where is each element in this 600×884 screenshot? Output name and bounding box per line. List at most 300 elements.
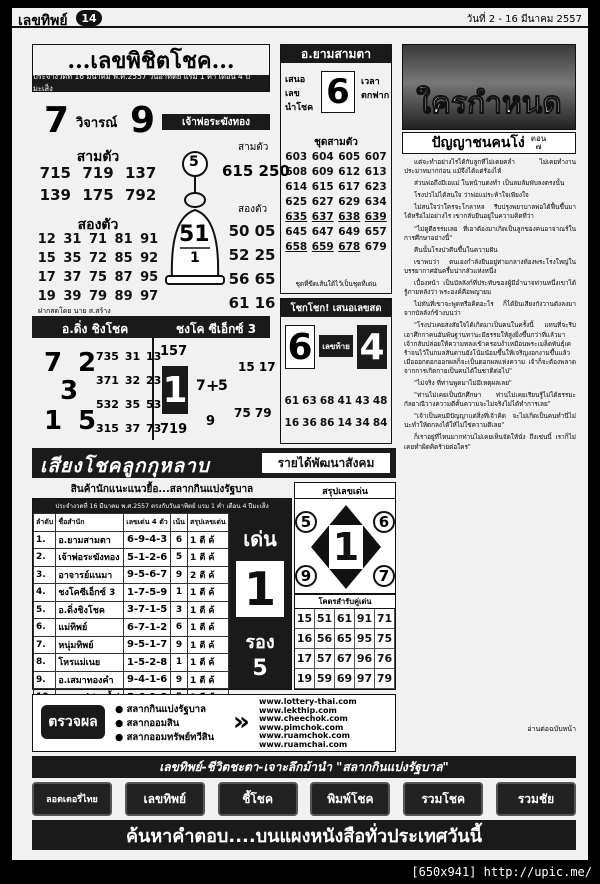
table-cell-sum: 1 ตี ค้ [188, 531, 229, 549]
six-mid-a: 7 [196, 378, 206, 394]
shrine-song-number: 61 [228, 294, 250, 312]
table-cell-focus: 9 [170, 671, 187, 689]
table-cell-no: 8. [34, 654, 56, 672]
table-row [34, 601, 229, 619]
table-cell-focus: 1 [170, 584, 187, 602]
yam-number: 649 [338, 226, 361, 238]
pair-number: 75 [375, 629, 395, 649]
pair-number: 19 [295, 669, 315, 689]
promo-tagline: ค้นหาคำตอบ....บนแผงหนังสือทั่วประเทศวันนี้ [32, 820, 576, 850]
sam-number: 715 [39, 164, 71, 182]
yam-number: 634 [364, 196, 387, 208]
six-top-left: 157 [160, 344, 188, 359]
table-cell-focus: 3 [170, 601, 187, 619]
site-link[interactable]: www.cheechok.com [259, 714, 348, 724]
table-cell-nums: 6-7-1-2 [124, 619, 171, 637]
lottery-logo: ตรวจผล [41, 705, 105, 739]
diamond-tr: 6 [373, 511, 395, 533]
table-cell-sum: 1 ตี ค้ [188, 584, 229, 602]
table-cell-no: 9. [34, 671, 56, 689]
table-cell-nums: 9-5-6-7 [124, 566, 171, 584]
promo-brand: รวมชัย [496, 782, 576, 816]
pair-number: 67 [335, 649, 355, 669]
hot-number: 86 [319, 417, 335, 429]
rong-label: รอง [245, 632, 275, 653]
song-number: 81 [114, 232, 133, 247]
table-cell-no: 2. [34, 549, 56, 567]
lottery-item-label: สลากออมสิน [126, 718, 180, 729]
six-num: 75 [234, 406, 251, 420]
table-cell-nums: 9-5-1-7 [124, 636, 171, 654]
pairs-box [294, 594, 396, 690]
pair-number: 71 [375, 609, 395, 629]
lottery-item-label: สลากกินแบ่งรัฐบาล [126, 704, 206, 715]
sam-number: 792 [125, 186, 157, 204]
song-number: 19 [37, 289, 56, 304]
table-cell-focus: 9 [170, 566, 187, 584]
site-link[interactable]: www.pimchok.com [259, 722, 344, 732]
yam-right-lines [361, 75, 389, 103]
promo-brand: รวมโชค [403, 782, 483, 816]
ching-num: 31 [124, 350, 141, 363]
story-logo [402, 44, 576, 130]
story-paragraph: ส่วนพ่อถึงมีเอแม่ ในหน้านตงทำ เป็นลมล้มพับลงตรงนั้น [414, 179, 565, 188]
pair-number: 96 [355, 649, 375, 669]
ching-row-b [96, 374, 161, 387]
song-number: 35 [63, 251, 82, 266]
table-row [34, 636, 229, 654]
watermark-bar [0, 860, 600, 884]
ching-row-a [96, 350, 161, 363]
chapter-number: ๗ [535, 142, 542, 151]
table-cell-nums: 5-1-2-6 [124, 549, 171, 567]
header-name: ชื่อสำนัก [56, 514, 124, 532]
yam-sub-label: ชุดสามตัว [314, 137, 358, 148]
yam-number: 615 [311, 181, 334, 193]
hot-title: โชกโชก! เสนอเลขสด [281, 299, 391, 317]
yam-number: 613 [364, 166, 387, 178]
story-paragraph: ไม่สนใจว่าใครจะโกลาหล รีบปรุงพยาบาลพ่อได้ฟื้นขึ้นมาได้หรือไม่อย่างไร เขากลับยืนอยู่ในความคิดที่ว่า [404, 203, 576, 221]
shrine-song-number: 65 [254, 270, 276, 288]
table-row [34, 531, 229, 549]
yam-right-line: ตกฟาก [361, 91, 390, 101]
six-mid-b: 5 [218, 378, 228, 394]
table-cell-name: โหรแม่เนย [56, 654, 124, 672]
story-paragraph: "ไม่จริง ที่ท่านพูดมาไม่มีเหตุผลเลย" [414, 378, 512, 387]
diamond-box [294, 482, 396, 594]
story-paragraph: "โรงปวเคยสงสัยใจได้เกิดมาเป็นคนในครั้งนี้ แทนที่จะรีบเอาศึกกาคนอันพ้นฐานทานะมีธรรมให้สูงยิ่งขึ้นกว่าที่แล้วมา เจ้ากลับปล่อยให้ความหลงเข้าครอบงำเหมือนพระเมล็ดพันธุ์เคร้าจนไว้ในกมลสันดานยังโน้มน้อมขึ้นให้เจริญงอกงามขึ้นแล้วเมื่อออกดอกออกผลก็จะเป็นดอกผลแห่งความ เจ้าก็จะต้องพลาดจากการเกิดกายเป็นคนได้ในชาติต่อไป" [404, 321, 576, 375]
yam-number: 605 [338, 151, 361, 163]
song-number: 15 [37, 251, 56, 266]
sam-numbers [34, 164, 162, 204]
issue-date: วันที่ 2 - 16 มีนาคม 2557 [466, 14, 582, 25]
yam-number: 639 [364, 211, 387, 223]
lucky-title-box [32, 44, 270, 92]
six-bottom-mid: 9 [206, 414, 216, 429]
song-numbers [34, 232, 162, 304]
ching-header [32, 316, 270, 338]
hot-number: 63 [302, 395, 317, 407]
song-label: สองตัว [77, 217, 119, 233]
day-left-number: 7 [44, 100, 70, 141]
day-right-number: 9 [130, 100, 156, 141]
shrine-song-number: 50 [228, 222, 250, 240]
shrine-song-number: 16 [254, 294, 276, 312]
lottery-item-label: สลากออมทรัพย์ทวีสิน [126, 732, 215, 743]
shrine-title: เจ้าพ่อระฆังทอง [162, 114, 270, 130]
site-link[interactable]: www.ruamchok.com [259, 731, 350, 741]
table-cell-sum: 1 ตี ค้ [188, 601, 229, 619]
ching-num: 32 [124, 374, 141, 387]
table-row [34, 549, 229, 567]
table-cell-nums: 6-9-4-3 [124, 531, 171, 549]
yam-number: 617 [338, 181, 361, 193]
banner-subtitle: รายได้พัฒนาสังคม [262, 453, 390, 473]
table-cell-focus: 5 [170, 549, 187, 567]
song-number: 31 [63, 232, 82, 247]
hot-number: 68 [319, 395, 335, 407]
shrine-song-label: สองตัว [238, 204, 268, 215]
ching-big-b: 2 [78, 348, 97, 378]
hot-left-number: 6 [285, 325, 315, 369]
table-cell-name: อ.ยามสามตา [56, 531, 124, 549]
song-number: 92 [140, 251, 159, 266]
six-bottom-left: 719 [160, 422, 188, 437]
table-cell-name: อ.เสมาทองคำ [56, 671, 124, 689]
summary-table [33, 513, 229, 707]
hot-right-number: 4 [357, 325, 387, 369]
yam-big-number: 6 [321, 71, 355, 113]
yam-number: 627 [311, 196, 334, 208]
lucky-subtitle: ประจำงวดที่ 16 มีนาคม พ.ศ.2557 วันอาทิตย์ แรม 1 ค่ำ เดือน 4 ปีมะเส็ง [33, 75, 269, 91]
newspaper-page [12, 8, 588, 860]
chapter-label-text: ตอน [530, 134, 547, 143]
yam-note: ชุดที่ขีดเส้นใต้ไว้เป็นชุดที่เด่น [295, 280, 377, 288]
hot-number: 61 [284, 395, 300, 407]
day-label: วิจารณ์ [76, 116, 118, 131]
yam-number: 645 [285, 226, 308, 238]
lottery-sites [259, 698, 357, 750]
pair-number: 69 [335, 669, 355, 689]
pair-number: 17 [295, 649, 315, 669]
song-number: 91 [140, 232, 159, 247]
yam-box [280, 44, 392, 294]
yam-number: 629 [338, 196, 361, 208]
song-number: 17 [37, 270, 56, 285]
diamond-title: สรุปเลขเด่น [295, 483, 395, 499]
yam-number: 608 [285, 166, 308, 178]
lottery-item: ● สลากออมสิน [115, 718, 180, 729]
diamond-bl: 9 [295, 565, 317, 587]
summary-box [32, 498, 292, 690]
sam-number: 137 [125, 164, 157, 182]
table-cell-name: เจ้าพ่อระฆังทอง [56, 549, 124, 567]
pair-number: 97 [355, 669, 375, 689]
yam-number: 625 [285, 196, 308, 208]
watermark-text: [650x941] http://upic.me/ [411, 865, 592, 879]
six-num: 79 [254, 406, 272, 420]
story-paragraph: โรงปวไม่ได้สนใจ ว่าพ่อแม่ระห้าใจเพียงใจ [414, 191, 529, 200]
sam-number: 139 [39, 186, 71, 204]
story-logo-text: ใครกำหนด [416, 85, 562, 121]
ching-big-e: 5 [78, 406, 97, 436]
ching-row-d [96, 422, 161, 435]
shrine-song-numbers [226, 222, 278, 312]
promo-brand: ลอตเตอรี่ไทย [32, 782, 112, 816]
hot-number: 41 [337, 395, 353, 407]
pair-number: 16 [295, 629, 315, 649]
pair-number: 56 [315, 629, 335, 649]
ching-num: 37 [124, 422, 141, 435]
diamond-tl: 5 [295, 511, 317, 533]
promo-brand: พิมพ์โชค [310, 782, 390, 816]
ching-num: 315 [96, 422, 119, 435]
song-number: 95 [140, 270, 159, 285]
hot-number: 84 [372, 417, 388, 429]
chapter-label [531, 135, 546, 151]
summary-rows [34, 531, 229, 706]
story-paragraph: "ไม่ดูดีธรรมเลย ที่เอาต้องมาเกิดเป็นลูกของคนอาจาณร์ในการศึกษาอย่างนี้" [404, 224, 576, 242]
yam-left-lines [285, 73, 313, 115]
lottery-items [115, 703, 214, 745]
table-row [34, 566, 229, 584]
yam-number: 657 [364, 226, 387, 238]
sam-number: 175 [82, 186, 114, 204]
pair-number: 51 [315, 609, 335, 629]
pair-number: 61 [335, 609, 355, 629]
six-big-number: 1 [162, 366, 188, 414]
hot-box [280, 298, 392, 444]
song-number: 39 [63, 289, 82, 304]
table-cell-no: 5. [34, 601, 56, 619]
yam-number: 614 [285, 181, 308, 193]
story-chapter [402, 132, 576, 154]
shrine-sam-label: สามตัว [238, 142, 269, 153]
song-number: 87 [114, 270, 133, 285]
sam-label: สามตัว [76, 149, 120, 165]
pair-number: 15 [295, 609, 315, 629]
summary-table-wrap [33, 513, 229, 707]
ching-title: อ.ดิ่ง ชิงโชค [62, 322, 129, 336]
shrine-song-number: 25 [254, 246, 276, 264]
diamond-center: 1 [329, 525, 363, 569]
yam-left-line: นำโชค [285, 103, 314, 113]
table-cell-nums: 1-5-2-8 [124, 654, 171, 672]
story-paragraph: คืนนั้นโรงปวคืนขึ้นในความฝัน [414, 245, 498, 254]
song-number: 71 [88, 232, 108, 247]
banner [32, 448, 396, 478]
ching-num: 532 [96, 398, 119, 411]
rong-number: 5 [252, 656, 268, 681]
pairs-numbers [295, 609, 395, 689]
hot-number: 43 [355, 395, 370, 407]
yam-number: 607 [364, 151, 387, 163]
lottery-box [32, 694, 396, 752]
yam-number: 678 [338, 241, 361, 253]
table-cell-no: 7. [34, 636, 56, 654]
hot-number: 34 [355, 417, 370, 429]
lucky-day-row [34, 100, 162, 144]
table-cell-sum: 2 ตี ค้ [188, 566, 229, 584]
yam-left-line: เลข [285, 89, 300, 99]
hot-number: 48 [372, 395, 388, 407]
pair-number: 65 [335, 629, 355, 649]
ching-num: 23 [145, 374, 162, 387]
pair-number: 91 [355, 609, 375, 629]
header-focus: เน้น [170, 514, 187, 532]
site-link[interactable]: www.lottery-thai.com [259, 697, 357, 706]
page-header [12, 8, 588, 28]
ching-num: 371 [96, 374, 119, 387]
yam-number: 637 [311, 211, 334, 223]
yam-number: 647 [311, 226, 334, 238]
hot-numbers [283, 395, 389, 429]
yam-number: 609 [311, 166, 334, 178]
yam-number: 612 [338, 166, 361, 178]
ching-num: 735 [96, 350, 119, 363]
lottery-arrow-icon: » [233, 707, 250, 737]
banner-title: เสียงโชคลูกกุหลาบ [40, 455, 210, 477]
shrine-song-number: 52 [228, 246, 250, 264]
shrine-sam-2: 250 [258, 162, 290, 180]
table-cell-nums: 1-7-5-9 [124, 584, 171, 602]
hot-number: 14 [337, 417, 353, 429]
six-num: 15 [238, 360, 255, 374]
song-number: 85 [114, 251, 133, 266]
table-cell-focus: 6 [170, 619, 187, 637]
shrine-sam-1: 615 [222, 162, 254, 180]
table-cell-name: แม่ทิพย์ [56, 619, 124, 637]
table-cell-sum: 1 ตี ค้ [188, 619, 229, 637]
shrine-song-number: 05 [254, 222, 276, 240]
pair-number: 95 [355, 629, 375, 649]
lottery-item: ● สลากกินแบ่งรัฐบาล [115, 704, 206, 715]
site-link[interactable]: www.lekthip.com [259, 705, 337, 715]
song-number: 72 [88, 251, 108, 266]
story-paragraph: ก็เราอยู่ที่ไหนมากท่านไม่เคยเห็นจัดให้นั่ง ถึงเช่นนี้ เราก็ไม่เคยทำผิดคิดร้ายต่อใคร" [404, 433, 576, 451]
sam-number: 719 [82, 164, 114, 182]
pair-number: 57 [315, 649, 335, 669]
shrine-song-number: 56 [228, 270, 250, 288]
promo-title: เลขทิพย์-ชีวิตชะตา-เจาะลึกม้านำ "สลากกินแบ่งรัฐบาล" [32, 756, 576, 778]
promo-brand: เลขทิพย์ [125, 782, 205, 816]
site-link[interactable]: www.ruamchai.com [259, 739, 348, 749]
yam-left-line: เสนอ [285, 75, 306, 85]
table-cell-focus: 6 [170, 531, 187, 549]
ching-num: 73 [145, 422, 162, 435]
table-cell-sum: 1 ตี ค้ [188, 654, 229, 672]
promo-brands [32, 782, 576, 816]
table-cell-sum: 1 ตี ค้ [188, 671, 229, 689]
hot-mid-label: เลขท้าย [319, 335, 353, 357]
hot-number: 36 [302, 417, 317, 429]
page-number: 14 [76, 10, 102, 26]
ching-num: 53 [145, 398, 162, 411]
lucky-credit: ฝากสดโดย นาย ส.สร้าง [38, 307, 111, 315]
story-paragraph: เบื้องหน้า เป็นบัลลังก์ที่ประทับของผู้มีอำนาจท่านหนึ่งเขาได้รู้ภายหลังว่า พระองค์คือพญายม [404, 279, 576, 297]
song-number: 12 [37, 232, 56, 247]
table-cell-nums: 3-7-1-5 [124, 601, 171, 619]
story-next: อ่านต่อฉบับหน้า [527, 725, 576, 733]
header-sum: สรุปเลขเด่น [188, 514, 229, 532]
ching-num: 35 [124, 398, 141, 411]
bell-main-number: 51 [179, 222, 210, 247]
table-cell-no: 4. [34, 584, 56, 602]
six-title: ชงโค ซีเอ็กซ์ 3 [176, 322, 257, 336]
hot-number: 16 [284, 417, 300, 429]
header-nums: เลขเด่น 4 ตัว [124, 514, 171, 532]
yam-number: 659 [311, 241, 334, 253]
table-cell-no: 3. [34, 566, 56, 584]
yam-number: 679 [364, 241, 387, 253]
table-row [34, 619, 229, 637]
table-row [34, 671, 229, 689]
lucky-title: ...เลขพิชิตโชค... [67, 47, 235, 74]
pair-number: 59 [315, 669, 335, 689]
song-number: 79 [88, 289, 108, 304]
banner-sub: สินค้านักแนะแนวยื้อ...สลากกินแบ่งรัฐบาล [70, 483, 254, 495]
pair-number: 79 [375, 669, 395, 689]
yam-number: 623 [364, 181, 387, 193]
table-cell-name: ชงโคซีเอ็กซ์ 3 [56, 584, 124, 602]
six-plus: + [206, 376, 220, 395]
table-cell-nums: 9-4-1-6 [124, 671, 171, 689]
yam-right-line: เวลา [361, 77, 380, 87]
ching-row-c [96, 398, 161, 411]
den-number: 1 [236, 561, 284, 617]
yam-numbers [283, 151, 389, 253]
pairs-title: โคตรสำรับคู่เด่น [295, 595, 395, 609]
table-cell-focus: 9 [170, 636, 187, 654]
chapter-title: ปัญญาชนคนโง่ [431, 135, 525, 151]
brand-name: เลขทิพย์ [18, 13, 68, 29]
song-number: 37 [63, 270, 82, 285]
story-paragraph: "ท่านไม่เคยเป็นนักศึกษา ท่านไม่เคยเรียนรู้ไม่ได้ธรรมะกัลยาณีวางความดีคั้นความจะไม่จริงไม่ได้ทำการเลย" [404, 391, 576, 409]
diamond-br: 7 [373, 565, 395, 587]
table-cell-no: 6. [34, 619, 56, 637]
bell-bottom-number: 1 [190, 250, 200, 266]
table-cell-name: อาจารย์แนมา [56, 566, 124, 584]
ching-num: 13 [145, 350, 162, 363]
song-number: 75 [88, 270, 108, 285]
table-cell-name: อ.ดิ่งชิงโชค [56, 601, 124, 619]
song-number: 97 [140, 289, 159, 304]
story-paragraph: แต่จะทำอย่างไรได้กับลูกที่ไม่เคยคล่ำ ไม่เคยทำงานประมาทมากก่อน แม้จึงได้แต่ร้องไห้ [404, 158, 576, 176]
song-number: 89 [114, 289, 133, 304]
lottery-item: ● สลากออมทรัพย์ทวีสิน [115, 732, 215, 743]
yam-title: อ.ยามสามตา [281, 45, 391, 63]
yam-number: 635 [285, 211, 308, 223]
table-cell-sum: 1 ตี ค้ [188, 636, 229, 654]
story-paragraph: "เจ้าเป็นคนมีปัญญาแต่สิ่งที่เจ้าคิด จะไม่เกิดเป็นคนทำนี่ไม่นะทำให้ตกลงได้ให้ไม่ใช่ความดีเลย" [404, 412, 576, 430]
table-row [34, 654, 229, 672]
yam-number: 658 [285, 241, 308, 253]
yam-number: 603 [285, 151, 308, 163]
den-label: เด่น [243, 527, 277, 551]
yam-number: 638 [338, 211, 361, 223]
six-right-top [238, 360, 276, 374]
bell-top-number: 5 [189, 154, 199, 170]
summary-header-row [34, 514, 229, 532]
table-cell-no: 1. [34, 531, 56, 549]
story-body [404, 158, 576, 722]
six-num: 17 [258, 360, 276, 374]
story-paragraph: ไม่ทันที่เขาจะพูดหรือคิดอะไร ก็ได้ยินเสียงกังวานดังลงมาจากบัลลังก์ข้างบนว่า [404, 300, 576, 318]
ching-big-d: 1 [44, 406, 63, 436]
story-paragraph: เขาพบว่า ตนเองกำลังยืนอยู่ท่ามกลางท้องพระโรงใหญ่ในบรรยากาศอันครึ้มน่ากลัวแห่งหนึ่ง [404, 257, 576, 275]
table-row [34, 584, 229, 602]
den-box [229, 513, 291, 689]
